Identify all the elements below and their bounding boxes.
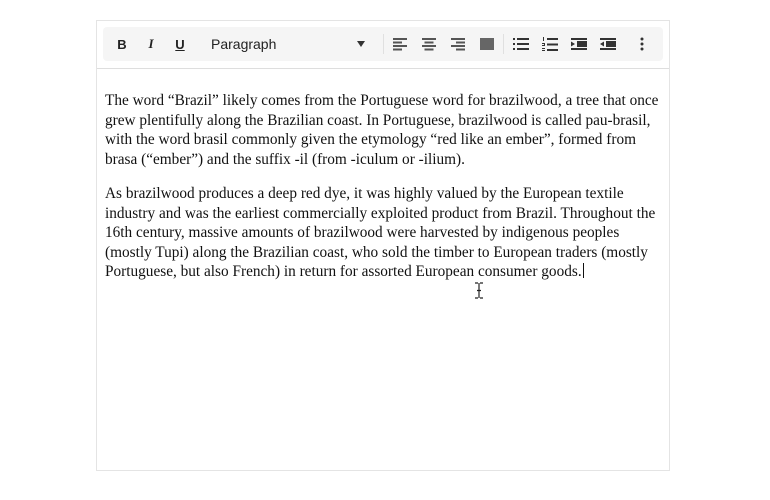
bold-button[interactable]: B (117, 36, 127, 52)
rich-text-editor (96, 20, 670, 471)
editor-toolbar (97, 21, 669, 69)
italic-button[interactable]: I (148, 36, 154, 51)
align-left-button[interactable] (391, 32, 409, 56)
more-options-button[interactable] (635, 32, 649, 56)
numbered-list-icon (542, 37, 558, 52)
indent-button[interactable] (570, 32, 588, 56)
more-vertical-icon (640, 37, 644, 51)
align-right-button[interactable] (449, 32, 467, 56)
toolbar-group (103, 27, 663, 61)
text-caret (583, 263, 584, 278)
numbered-list-button[interactable] (541, 32, 559, 56)
paragraph-2[interactable] (105, 184, 659, 282)
toolbar-divider (383, 34, 384, 54)
block-format-value: Paragraph (211, 36, 277, 52)
align-left-icon (393, 37, 407, 51)
align-center-icon (422, 37, 436, 51)
bullet-list-icon (513, 37, 529, 51)
outdent-button[interactable] (599, 32, 617, 56)
block-format-select[interactable] (203, 32, 375, 56)
align-justify-button[interactable] (478, 32, 496, 56)
underline-button[interactable]: U (175, 36, 185, 52)
paragraph-1[interactable]: The word “Brazil” likely comes from the Portuguese word for brazilwood, a tree that once grew plentifully along the Brazilian coast. In Portuguese, brazilwood is called pau-brasil, with the word brasil commonly given the etymology “red like an ember”, formed from brasa (“ember”) and the suffix -il (from -iculum or -ilium). (105, 92, 659, 168)
ibeam-cursor-icon (474, 282, 484, 299)
outdent-icon (600, 37, 616, 51)
chevron-down-icon (357, 41, 365, 47)
align-right-icon (451, 37, 465, 51)
align-justify-icon (480, 37, 494, 51)
bullet-list-button[interactable] (512, 32, 530, 56)
editor-content-area[interactable] (105, 91, 659, 297)
toolbar-divider (503, 34, 504, 54)
indent-icon (571, 37, 587, 51)
paragraph-2-text: As brazilwood produces a deep red dye, it was highly valued by the European textile industry and was the earliest commercially exploited product from Brazil. Throughout the 16th century, massive amounts of brazilwood were harvested by indigenous peoples (mostly Tupi) along the Brazilian coast, who sold the timber to European traders (mostly Portuguese, but also French) in return for assorted European consumer goods. (105, 185, 656, 280)
align-center-button[interactable] (420, 32, 438, 56)
